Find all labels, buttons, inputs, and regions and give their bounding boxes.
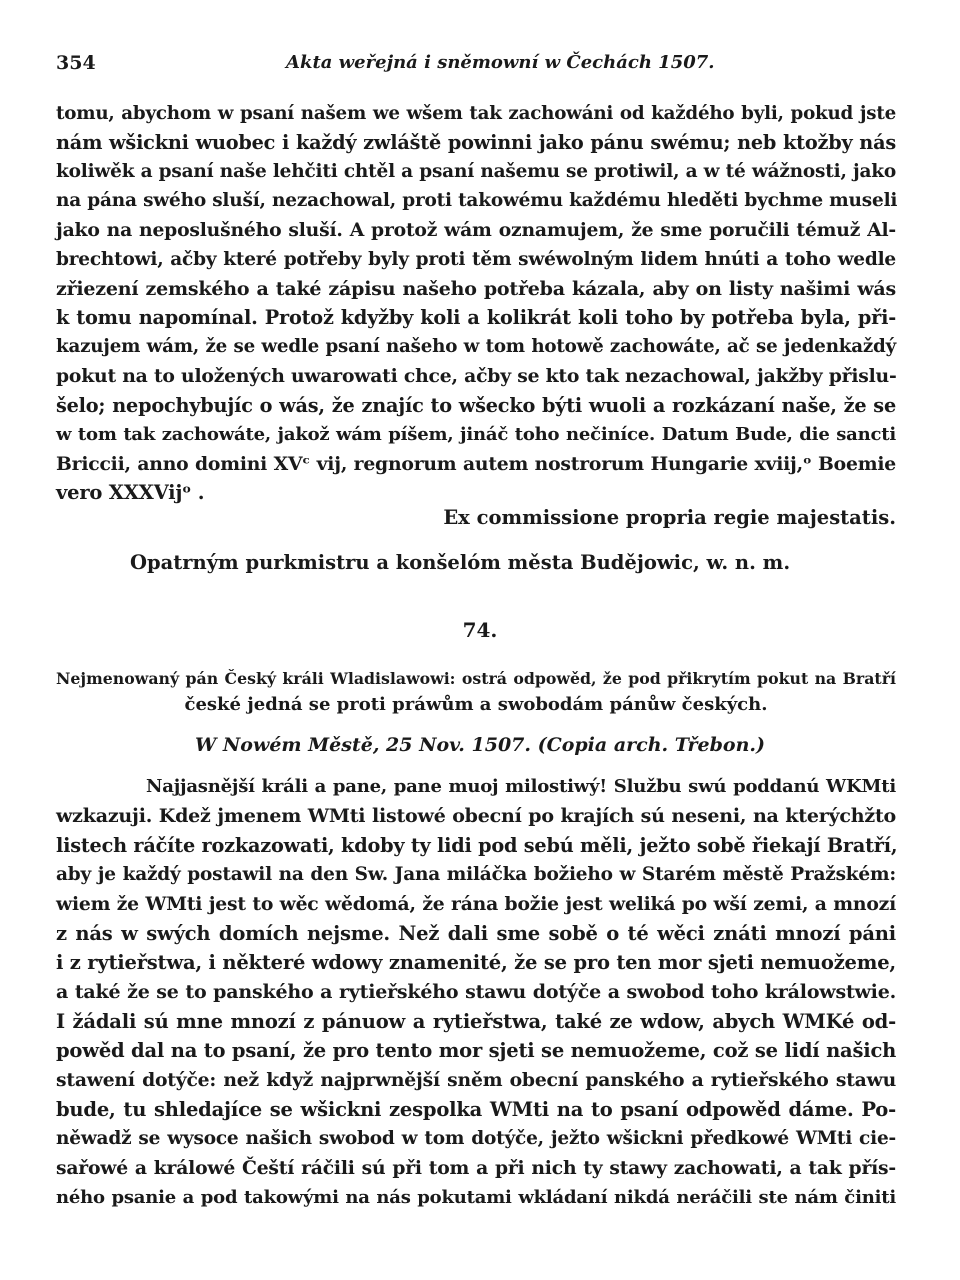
text-line: jako na neposlušného sluší. A protož wám oznamujem, že sme poručili témuž Al-: [56, 219, 896, 241]
dateline: W Nowém Městě, 25 Nov. 1507. (Copia arch. Třebon.): [194, 734, 765, 756]
text-line: stawení dotýče: než když najprwnější sněm obecní panského a rytieřského stawu: [56, 1069, 896, 1091]
text-line: a také že se to panského a rytieřského stawu dotýče a swobod toho králowstwie.: [56, 981, 896, 1003]
text-line: aby je každý postawil na den Sw. Jana miláčka božieho w Starém městě Pražském:: [56, 864, 896, 885]
text-line: kazujem wám, že se wedle psaní našeho w tom hotowě zachowáte, ač se jedenkaždý: [56, 336, 896, 357]
text-line: Najjasnější králi a pane, pane muoj milostiwý! Službu swú poddanú WKMti: [146, 776, 896, 797]
text-line: sařowé a králowé Čeští ráčili sú při tom a při nich ty stawy zachowati, a tak přís-: [56, 1157, 896, 1179]
text-line: Briccii, anno domini XVᶜ vij, regnorum autem nostrorum Hungarie xviij,ᵒ Boemie: [56, 453, 896, 475]
text-line: ného psanie a pod takowými na nás pokutami wkládaní nikdá neráčili ste nám činiti: [56, 1187, 896, 1208]
text-line: wzkazuji. Kdež jmenem WMti listowé obecní po krajích sú neseni, na kterýchžto: [56, 805, 896, 827]
address-line: Opatrným purkmistru a konšelóm města Budějowic, w. n. m.: [130, 551, 791, 574]
running-title: Akta weřejná i sněmowní w Čechách 1507.: [286, 52, 715, 73]
text-line: wiem že WMti jest to wěc wědomá, že rána božie jest weliká po wší zemi, a mnozí: [56, 893, 896, 915]
text-line: pokut na to uložených uwarowati chce, ačby se kto tak nezachowal, jakžby přislu-: [56, 365, 897, 387]
text-line: zřiezení zemského a také zápisu našeho potřeba kázala, aby on listy našimi wás: [56, 278, 896, 300]
text-line: w tom tak zachowáte, jakož wám píšem, jináč toho nečiníce. Datum Bude, die sancti: [56, 424, 896, 445]
text-line: z nás w swých domích nejsme. Než dali sme sobě o té wěci znáti mnozí páni: [56, 922, 896, 945]
text-line: tomu, abychom w psaní našem we wšem tak zachowáni od každého byli, pokud jste: [56, 103, 896, 124]
page-number: 354: [56, 52, 96, 74]
text-line: listech ráčíte rozkazowati, kdoby ty lidi pod sebú měli, ježto sobě řiekají Bratří,: [56, 834, 898, 857]
signature-line: Ex commissione propria regie majestatis.: [443, 506, 896, 529]
text-line: i z rytieřstwa, i některé wdowy znamenité, že se pro ten mor sjeti nemuožeme,: [56, 951, 896, 974]
text-line: šelo; nepochybujíc o wás, že znajíc to wšecko býti wuoli a rozkázaní naše, že se: [56, 394, 896, 417]
summary-line: Nejmenowaný pán Český králi Wladislawowi: ostrá odpowěd, že pod přikrytím pokut na Bratří: [56, 669, 896, 688]
text-line: powěd dal na to psaní, že pro tento mor sjeti se nemuožeme, což se lidí našich: [56, 1039, 897, 1062]
page-header: [56, 52, 896, 80]
summary-line: české jedná se proti práwům a swobodám pánůw českých.: [184, 694, 768, 715]
text-line: vero XXXVijᵒ .: [56, 481, 205, 504]
text-line: něwadž se wysoce našich swobod w tom dotýče, ježto wšickni předkowé WMti cie-: [56, 1128, 896, 1149]
text-line: brechtowi, ačby které potřeby byly proti těm swéwolným lidem hnúti a toho wedle: [56, 249, 896, 270]
text-line: na pána swého sluší, nezachowal, proti takowému každému hleděti bychme museli: [56, 190, 898, 211]
text-line: koliwěk a psaní naše lehčiti chtěl a psaní našemu se protiwil, a w té wážnosti, jako: [56, 161, 896, 182]
text-line: k tomu napomínal. Protož kdyžby koli a kolikrát koli toho by potřeba byla, při-: [56, 306, 896, 329]
text-line: bude, tu shledajíce se wšickni zespolka WMti na to psaní odpowěd dáme. Po-: [56, 1098, 896, 1121]
text-line: nám wšickni wuobec i každý zwláště powinni jako pánu swému; neb ktožby nás: [56, 131, 896, 154]
text-line: I žádali sú mne mnozí z pánuow a rytieřstwa, také ze wdow, abych WMKé od-: [56, 1010, 896, 1033]
document-number: 74.: [462, 618, 498, 642]
